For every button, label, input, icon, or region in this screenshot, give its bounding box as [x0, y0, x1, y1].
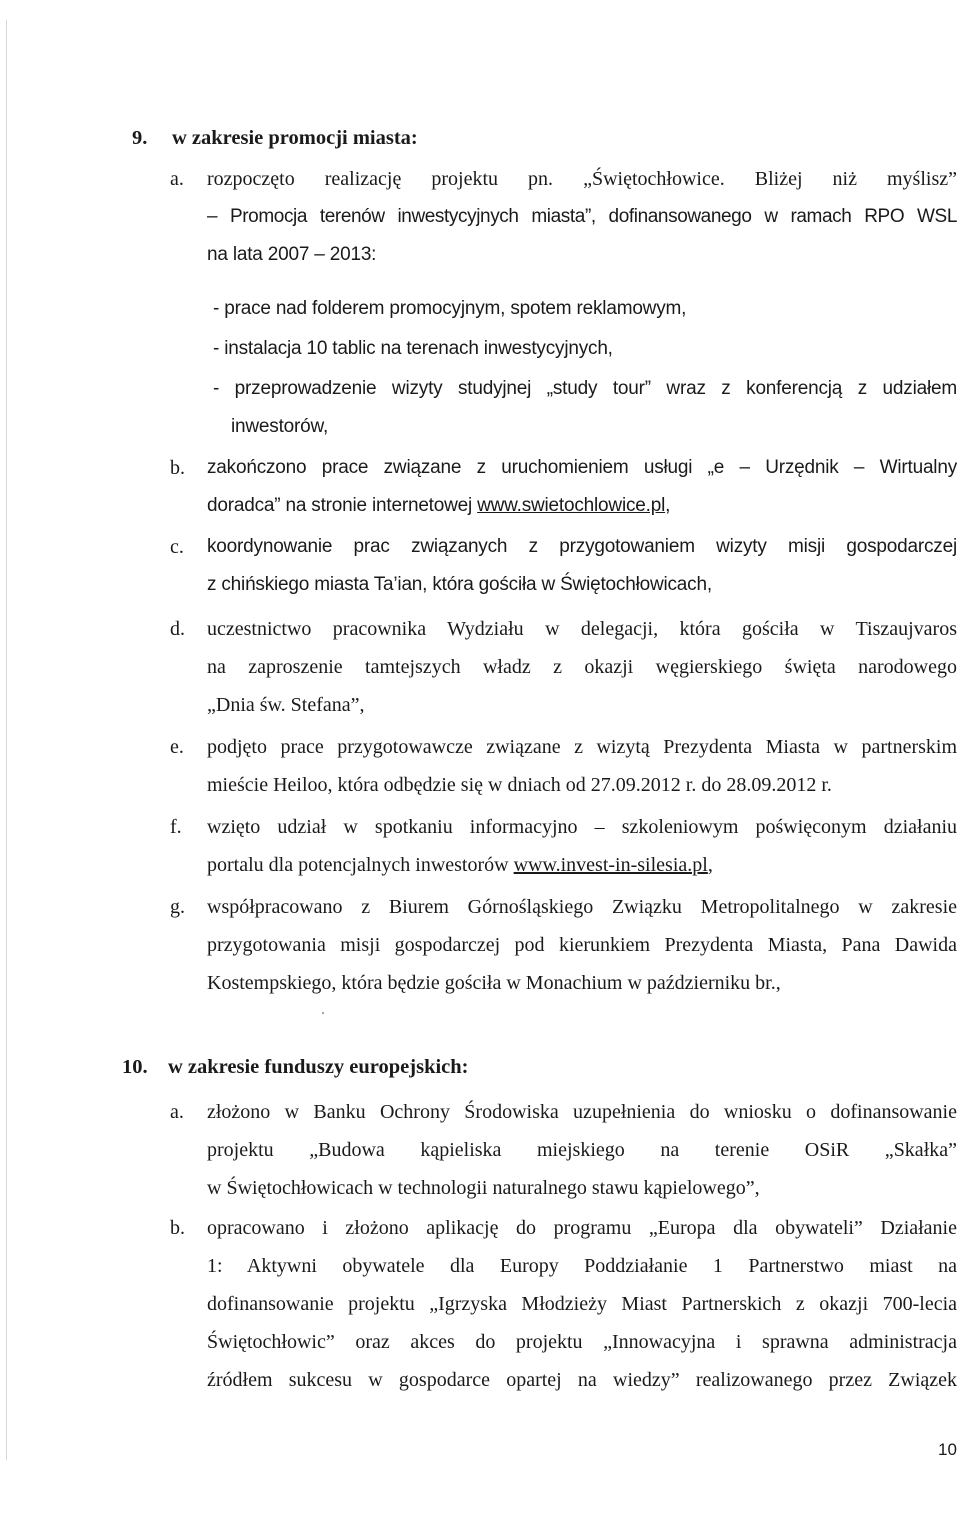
scan-speck	[322, 1012, 324, 1014]
item-text	[207, 1093, 957, 1207]
item-text	[207, 808, 957, 884]
text-line: 1: Aktywni obywatele dla Europy Poddziałanie 1 Partnerstwo miast na	[207, 1255, 957, 1277]
website-link[interactable]: www.invest-in-silesia.pl	[513, 854, 708, 876]
text-span: ,	[665, 495, 671, 516]
text-line: mieście Heiloo, która odbędzie się w dniach od 27.09.2012 r. do 28.09.2012 r.	[207, 774, 832, 796]
text-line: na zaproszenie tamtejszych władz z okazji węgierskiego święta narodowego	[207, 656, 957, 678]
text-line: wzięto udział w spotkaniu informacyjno – szkoleniowym poświęconym działaniu	[207, 816, 957, 838]
text-span: doradca” na stronie internetowej	[207, 495, 478, 516]
text-line: podjęto prace przygotowawcze związane z wizytą Prezydenta Miasta w partnerskim	[207, 736, 957, 758]
item-text	[207, 610, 957, 724]
website-link[interactable]: www.swietochlowice.pl	[477, 495, 666, 516]
item-marker: f.	[170, 816, 182, 838]
subitem: inwestorów,	[231, 416, 329, 437]
text-line: koordynowanie prac związanych z przygotowaniem wizyty misji gospodarczej	[207, 536, 957, 557]
text-line: złożono w Banku Ochrony Środowiska uzupełnienia do wniosku o dofinansowanie	[207, 1101, 957, 1123]
item-marker: b.	[170, 1217, 185, 1239]
section-9-heading	[132, 127, 418, 150]
page-number: 10	[938, 1440, 957, 1459]
page-edge-line	[6, 20, 7, 1460]
subitem: - prace nad folderem promocyjnym, spotem reklamowym,	[213, 298, 687, 319]
section-9-title: w zakresie promocji miasta:	[172, 127, 418, 149]
section-10-number: 10.	[122, 1056, 148, 1078]
item-marker: a.	[170, 168, 184, 190]
text-span: ,	[707, 854, 713, 876]
item-text	[207, 528, 957, 604]
text-line: w Świętochłowicach w technologii naturalnego stawu kąpielowego”,	[207, 1177, 760, 1199]
subitem: - instalacja 10 tablic na terenach inwestycyjnych,	[213, 338, 613, 359]
section-9-number: 9.	[132, 127, 148, 149]
text-line: źródłem sukcesu w gospodarce opartej na wiedzy” realizowanego przez Związek	[207, 1369, 957, 1391]
text-line: projektu „Budowa kąpieliska miejskiego na terenie OSiR „Skałka”	[207, 1139, 957, 1161]
text-line: zakończono prace związane z uruchomieniem usługi „e – Urzędnik – Wirtualny	[207, 457, 957, 478]
text-line: uczestnictwo pracownika Wydziału w delegacji, która gościła w Tiszaujvaros	[207, 618, 957, 640]
item-marker: a.	[170, 1101, 184, 1123]
item-text	[207, 1209, 957, 1399]
item-marker: b.	[170, 457, 185, 479]
text-line	[207, 846, 957, 884]
item-text	[207, 449, 957, 525]
text-line: – Promocja terenów inwestycyjnych miasta”, dofinansowanego w ramach RPO WSL	[207, 206, 957, 227]
item-text	[207, 160, 957, 274]
text-span: portalu dla potencjalnych inwestorów	[207, 854, 514, 876]
text-line: Świętochłowic” oraz akces do projektu „Innowacyjna i sprawna administracja	[207, 1331, 957, 1353]
text-line: „Dnia św. Stefana”,	[207, 694, 365, 716]
text-line: z chińskiego miasta Ta’ian, która gościła w Świętochłowicach,	[207, 574, 712, 595]
item-marker: e.	[170, 736, 184, 758]
text-line: współpracowano z Biurem Górnośląskiego Związku Metropolitalnego w zakresie	[207, 896, 957, 918]
text-line	[207, 487, 957, 525]
text-line: opracowano i złożono aplikację do programu „Europa dla obywateli” Działanie	[207, 1217, 957, 1239]
item-marker: g.	[170, 896, 185, 918]
text-line: rozpoczęto realizację projektu pn. „Świętochłowice. Bliżej niż myślisz”	[207, 168, 957, 190]
section-10-title: w zakresie funduszy europejskich:	[168, 1056, 469, 1078]
item-marker: d.	[170, 618, 185, 640]
text-line: na lata 2007 – 2013:	[207, 244, 377, 265]
item-text	[207, 728, 957, 804]
subitem: - przeprowadzenie wizyty studyjnej „study tour” wraz z konferencją z udziałem	[213, 378, 957, 399]
text-line: przygotowania misji gospodarczej pod kierunkiem Prezydenta Miasta, Pana Dawida	[207, 934, 957, 956]
item-text	[207, 888, 957, 1002]
text-line: dofinansowanie projektu „Igrzyska Młodzieży Miast Partnerskich z okazji 700-lecia	[207, 1293, 957, 1315]
item-marker: c.	[170, 536, 184, 558]
text-line: Kostempskiego, która będzie gościła w Monachium w październiku br.,	[207, 972, 781, 994]
section-10-heading	[122, 1056, 469, 1079]
